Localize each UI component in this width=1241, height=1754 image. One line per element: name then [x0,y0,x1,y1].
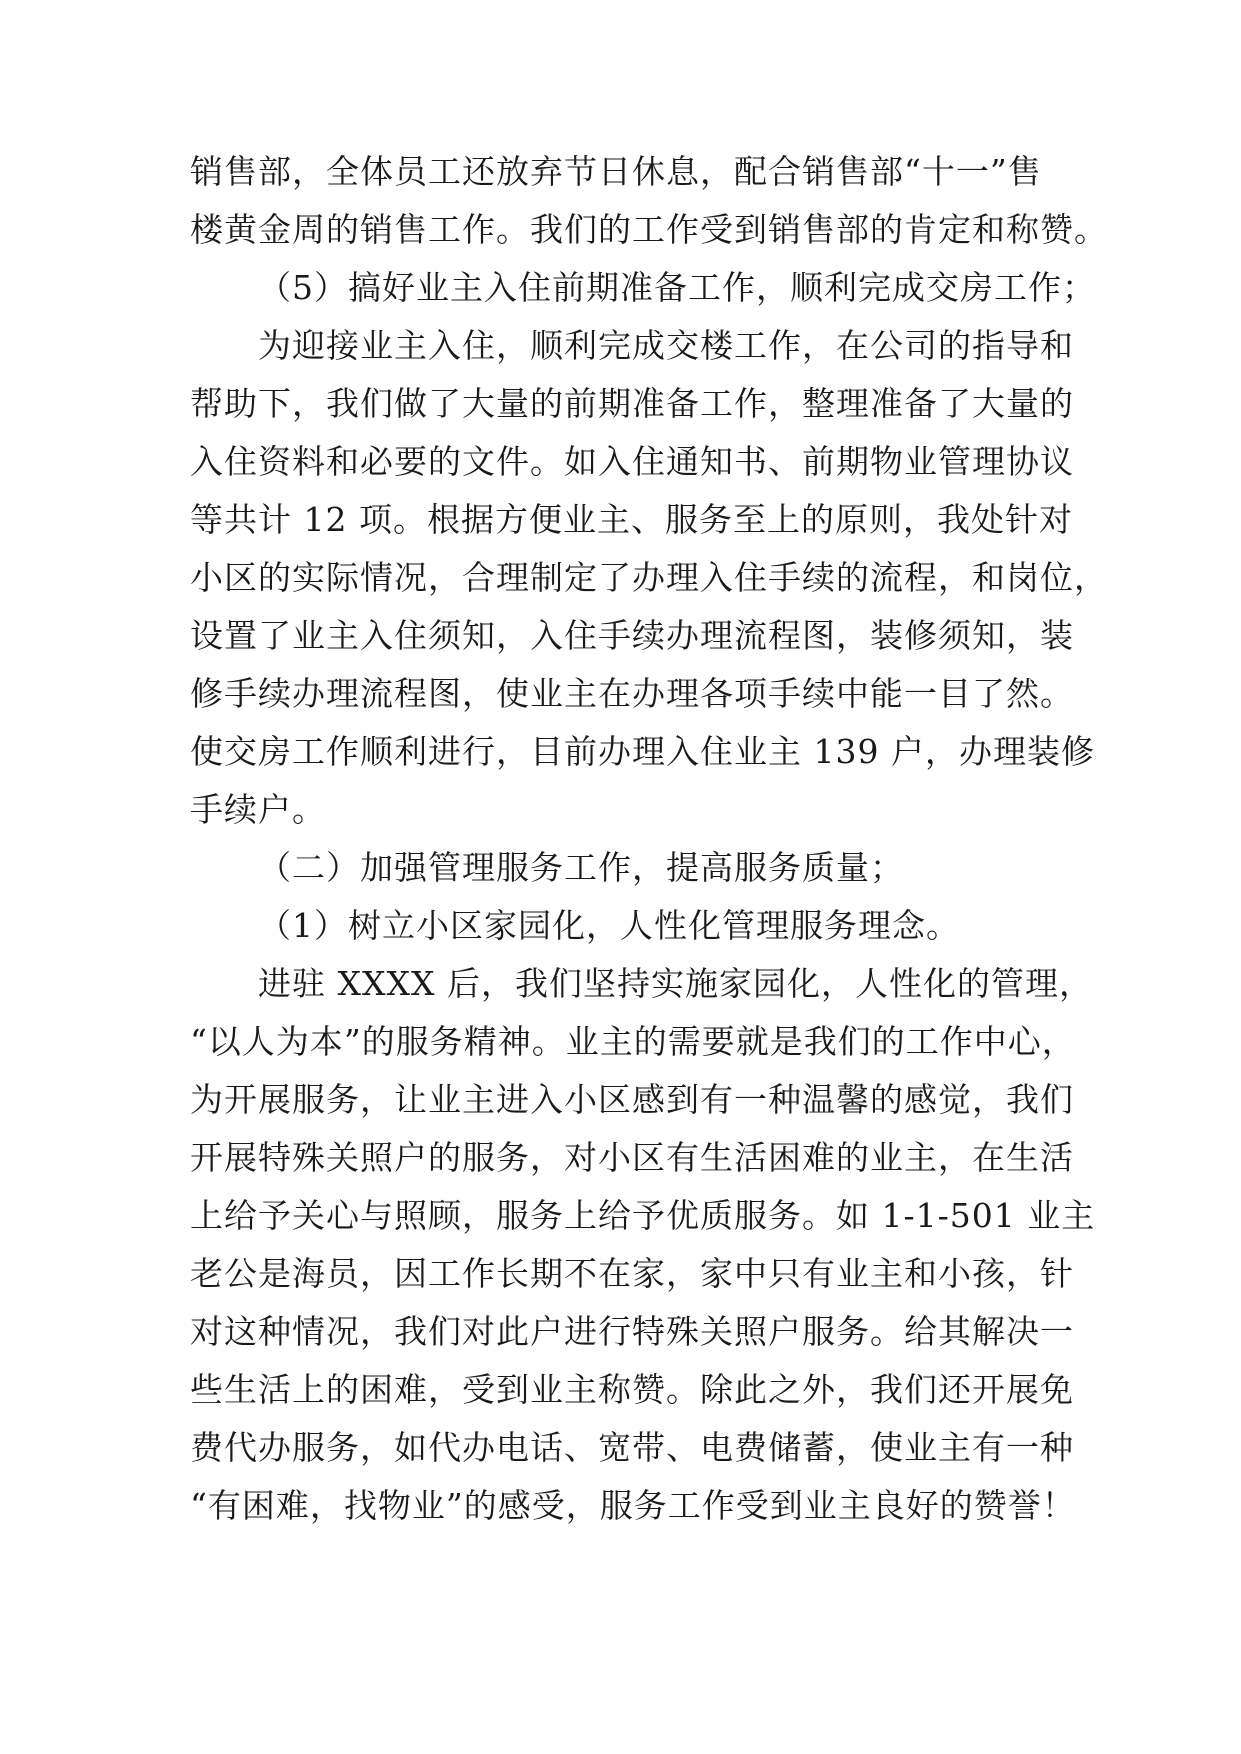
text-line: 为开展服务，让业主进入小区感到有一种温馨的感觉，我们 [190,1080,1074,1119]
paragraph-start: 进驻 XXXX 后，我们坚持实施家园化，人性化的管理， [258,964,1093,1003]
text-line: 费代办服务，如代办电话、宽带、电费储蓄，使业主有一种 [190,1428,1074,1467]
section-heading: （二）加强管理服务工作，提高服务质量； [258,848,904,887]
text-line: 设置了业主入住须知，入住手续办理流程图，装修须知，装 [190,616,1074,655]
text-line: 使交房工作顺利进行，目前办理入住业主 139 户，办理装修 [190,732,1095,771]
text-line: 销售部，全体员工还放弃节日休息，配合销售部“十一”售 [190,152,1042,191]
subsection-heading: （1）树立小区家园化，人性化管理服务理念。 [258,906,960,945]
text-line: 帮助下，我们做了大量的前期准备工作，整理准备了大量的 [190,384,1074,423]
text-line: 入住资料和必要的文件。如入住通知书、前期物业管理协议 [190,442,1074,481]
text-line: “以人为本”的服务精神。业主的需要就是我们的工作中心， [190,1022,1076,1061]
text-line: 楼黄金周的销售工作。我们的工作受到销售部的肯定和称赞。 [190,210,1108,249]
text-line: 修手续办理流程图，使业主在办理各项手续中能一目了然。 [190,674,1074,713]
text-line: “有困难，找物业”的感受，服务工作受到业主良好的赞誉！ [190,1486,1076,1525]
text-line: 开展特殊关照户的服务，对小区有生活困难的业主，在生活 [190,1138,1074,1177]
text-line: 上给予关心与照顾，服务上给予优质服务。如 1-1-501 业主 [190,1196,1096,1235]
text-line: 小区的实际情况，合理制定了办理入住手续的流程，和岗位， [190,558,1108,597]
text-line: 老公是海员，因工作长期不在家，家中只有业主和小孩，针 [190,1254,1074,1293]
section-heading: （5）搞好业主入住前期准备工作，顺利完成交房工作； [258,268,1096,307]
text-line: 些生活上的困难，受到业主称赞。除此之外，我们还开展免 [190,1370,1074,1409]
paragraph-start: 为迎接业主入住，顺利完成交楼工作，在公司的指导和 [258,326,1074,365]
text-line: 等共计 12 项。根据方便业主、服务至上的原则，我处针对 [190,500,1073,539]
text-line: 对这种情况，我们对此户进行特殊关照户服务。给其解决一 [190,1312,1074,1351]
text-line: 手续户。 [190,790,326,829]
